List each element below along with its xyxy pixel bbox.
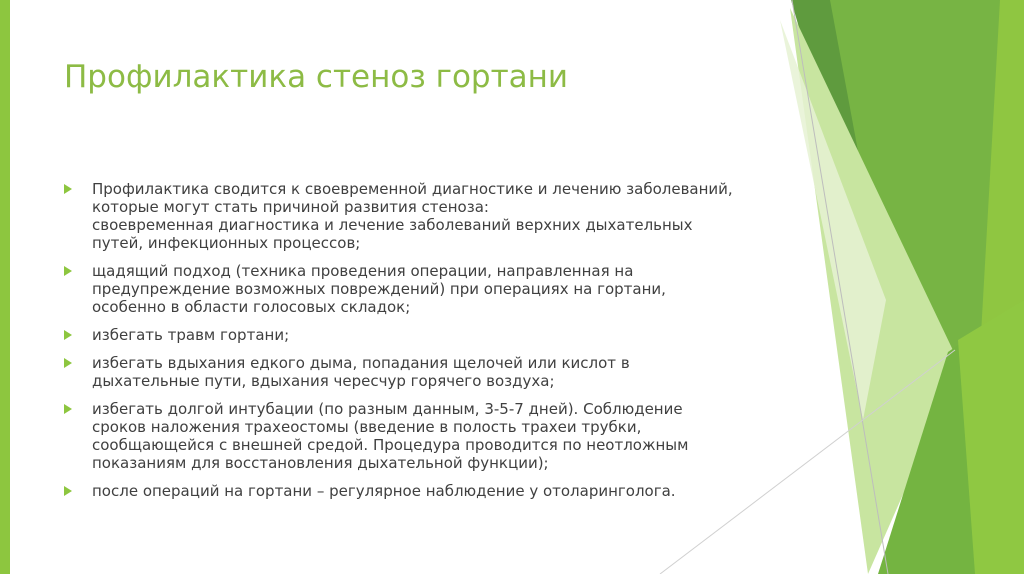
bullet-text-line: которые могут стать причиной развития стеноза:	[92, 198, 489, 216]
bullet-text-line: своевременная диагностика и лечение заболеваний верхних дыхательных	[92, 216, 693, 234]
bullet-text-line: Профилактика сводится к своевременной диагностике и лечению заболеваний,	[92, 180, 733, 198]
play-triangle-icon	[64, 266, 72, 276]
bullet-text-line: щадящий подход (техника проведения операции, направленная на	[92, 262, 634, 280]
play-triangle-icon	[64, 486, 72, 496]
play-triangle-icon	[64, 330, 72, 340]
bullet-item	[64, 400, 754, 472]
bullet-text-line: после операций на гортани – регулярное наблюдение у отоларинголога.	[92, 482, 676, 500]
play-triangle-icon	[64, 404, 72, 414]
bullet-text-line: показаниям для восстановления дыхательной функции);	[92, 454, 549, 472]
bullet-text-line: избегать вдыхания едкого дыма, попадания щелочей или кислот в	[92, 354, 630, 372]
bullet-list	[64, 180, 754, 510]
bullet-text-line: избегать долгой интубации (по разным данным, 3-5-7 дней). Соблюдение	[92, 400, 683, 418]
bullet-item	[64, 482, 754, 500]
play-triangle-icon	[64, 184, 72, 194]
bullet-item	[64, 326, 754, 344]
bullet-text-line: особенно в области голосовых складок;	[92, 298, 411, 316]
bullet-text-line: путей, инфекционных процессов;	[92, 234, 361, 252]
bullet-item	[64, 180, 754, 252]
bullet-text-line: избегать травм гортани;	[92, 326, 290, 344]
slide-title: Профилактика стеноз гортани	[64, 59, 569, 95]
bullet-text-line: сообщающейся с внешней средой. Процедура проводится по неотложным	[92, 436, 689, 454]
bullet-item	[64, 354, 754, 390]
bullet-text-line: предупреждение возможных повреждений) при операциях на гортани,	[92, 280, 666, 298]
bullet-text-line: дыхательные пути, вдыхания чересчур горячего воздуха;	[92, 372, 555, 390]
bullet-text-line: сроков наложения трахеостомы (введение в полость трахеи трубки,	[92, 418, 642, 436]
bullet-item	[64, 262, 754, 316]
play-triangle-icon	[64, 358, 72, 368]
